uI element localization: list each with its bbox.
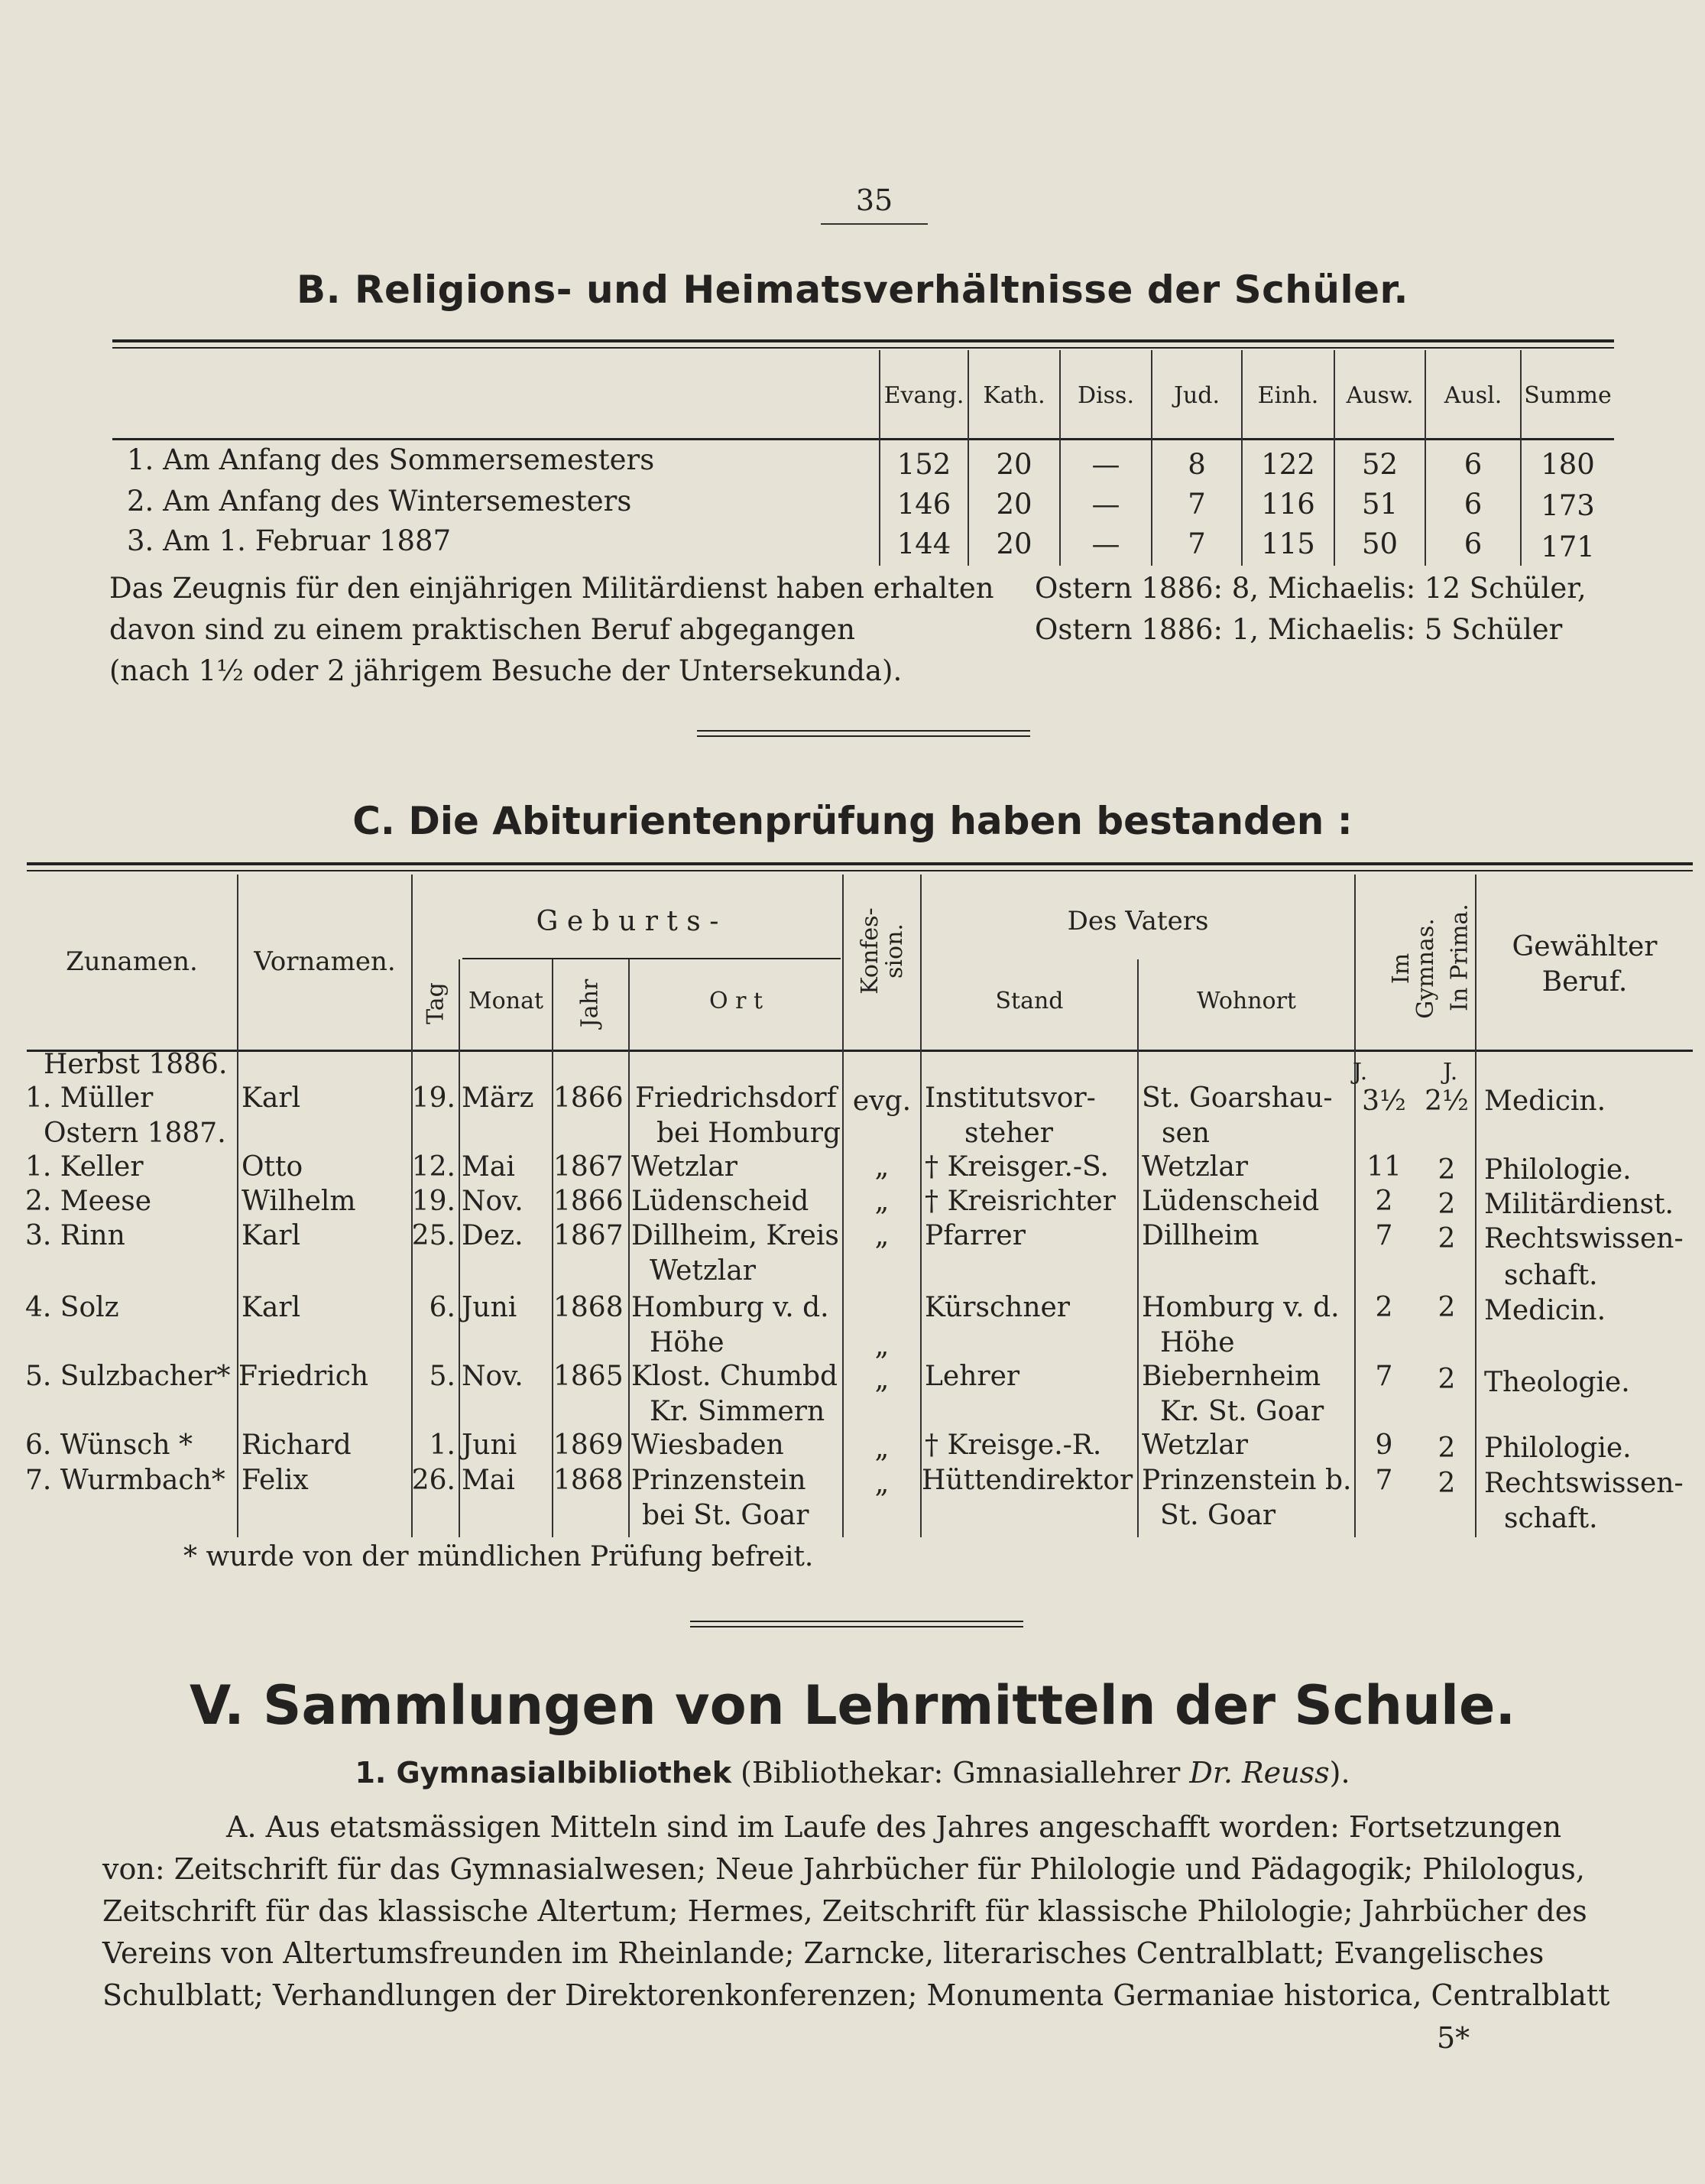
header-tag: Tag [422, 982, 449, 1024]
section-v-subtitle [0, 1756, 1705, 1790]
in-prima: 2 [1438, 1154, 1456, 1186]
table-b-top-rule [112, 339, 1614, 342]
section-c-title: C. Die Abiturientenprüfung haben bestanden : [352, 799, 1353, 843]
in-prima: 2 [1438, 1189, 1456, 1220]
note-line: Ostern 1886: 8, Michaelis: 12 Schüler, [1035, 572, 1587, 605]
table-c-vline [1354, 875, 1356, 1537]
header-im-gymnas: Im Gymnas. [1388, 918, 1439, 1019]
paragraph-line: Zeitschrift für das klassische Altertum; Hermes, Zeitschrift für klassische Philologie; Jahrbücher des [102, 1894, 1587, 1928]
wohnort: Höhe [1160, 1327, 1235, 1358]
table-c-vline [628, 959, 630, 1537]
table-b-row-label: 3. Am 1. Februar 1887 [127, 524, 452, 557]
section-b-title: B. Religions- und Heimatsverhältnisse der Schüler. [296, 268, 1409, 312]
ort: Friedrichsdorf [635, 1082, 837, 1114]
cell: 20 [996, 527, 1032, 560]
header-evang: Evang. [883, 382, 964, 409]
jahr: 1866 [553, 1186, 624, 1217]
vorname: Felix [241, 1465, 309, 1496]
header-zunamen: Zunamen. [66, 946, 198, 977]
beruf: Theologie. [1484, 1367, 1630, 1398]
cell: 6 [1464, 448, 1483, 481]
unit-j: J. [1443, 1059, 1458, 1086]
cell: 122 [1261, 448, 1315, 481]
konfession: „ [874, 1330, 890, 1361]
monat: Nov. [462, 1361, 523, 1392]
table-b-top-rule-thin [112, 347, 1614, 349]
zuname: 3. Rinn [25, 1220, 125, 1251]
jahr: 1865 [553, 1361, 624, 1392]
wohnort: Kr. St. Goar [1160, 1396, 1324, 1427]
group-label-herbst: Herbst 1886. [44, 1049, 228, 1080]
subtitle-text: ). [1329, 1756, 1350, 1790]
section-v-title: V. Sammlungen von Lehrmitteln der Schule. [189, 1674, 1516, 1737]
table-c-sub-rule [462, 958, 841, 959]
beruf: Philologie. [1484, 1433, 1632, 1464]
monat: Juni [462, 1429, 517, 1461]
cell: 152 [896, 448, 951, 481]
beruf: Militärdienst. [1484, 1189, 1674, 1220]
divider [690, 1621, 1023, 1622]
cell: 180 [1541, 448, 1595, 481]
zuname: 5. Sulzbacher* [25, 1361, 231, 1392]
ort: Klost. Chumbd [631, 1361, 838, 1392]
tag: 19. [411, 1186, 455, 1217]
note-line: davon sind zu einem praktischen Beruf abgegangen [109, 613, 855, 646]
vorname: Karl [241, 1292, 301, 1323]
ort: bei St. Goar [642, 1500, 809, 1531]
konfession: „ [874, 1151, 890, 1183]
jahr: 1868 [553, 1292, 624, 1323]
subtitle-bold: 1. Gymnasialbibliothek [355, 1756, 731, 1790]
stand: Kürschner [925, 1292, 1071, 1323]
monat: Nov. [462, 1186, 523, 1217]
page-number: 35 [821, 183, 928, 225]
konfession: „ [874, 1364, 890, 1395]
subtitle-text: (Bibliothekar: Gmnasiallehrer [731, 1756, 1190, 1790]
wohnort: Lüdenscheid [1142, 1186, 1320, 1217]
cell: 146 [896, 488, 951, 521]
stand: † Kreisge.-R. [925, 1429, 1102, 1461]
header-stand: Stand [995, 988, 1064, 1014]
ort: Prinzenstein [631, 1465, 806, 1496]
header-summe: Summe [1524, 382, 1612, 409]
konfession: „ [874, 1468, 890, 1499]
cell: 20 [996, 488, 1032, 521]
cell: 116 [1261, 488, 1315, 521]
table-c-vline [920, 875, 922, 1537]
ort: Kr. Simmern [650, 1396, 825, 1427]
cell: — [1091, 488, 1120, 521]
monat: Juni [462, 1292, 517, 1323]
header-ausl: Ausl. [1444, 382, 1502, 409]
table-b-row-label: 1. Am Anfang des Sommersemesters [127, 443, 655, 476]
table-b-row-label: 2. Am Anfang des Wintersemesters [127, 485, 632, 518]
note-line: Das Zeugnis für den einjährigen Militärdienst haben erhalten [109, 572, 994, 605]
vorname: Richard [241, 1429, 352, 1461]
im-gymnas: 7 [1375, 1361, 1393, 1392]
cell: 50 [1361, 527, 1399, 560]
im-gymnas: 7 [1375, 1465, 1393, 1496]
jahr: 1866 [553, 1082, 624, 1114]
in-prima: 2 [1438, 1292, 1456, 1323]
im-gymnas: 2 [1375, 1186, 1393, 1217]
jahr: 1867 [553, 1151, 624, 1183]
cell: 6 [1464, 488, 1483, 521]
zuname: 1. Müller [25, 1082, 154, 1114]
vorname: Karl [241, 1082, 301, 1114]
in-prima: 2 [1438, 1364, 1456, 1395]
ort: Wetzlar [650, 1255, 756, 1287]
divider [697, 735, 1030, 737]
cell: 51 [1361, 488, 1399, 521]
zuname: 1. Keller [25, 1151, 144, 1183]
beruf: Medicin. [1484, 1086, 1606, 1117]
jahr: 1868 [553, 1465, 624, 1496]
table-c-top-rule-thin [27, 870, 1693, 871]
ort: Dillheim, Kreis [631, 1220, 839, 1251]
header-ausw: Ausw. [1346, 382, 1414, 409]
stand: Pfarrer [925, 1220, 1026, 1251]
in-prima: 2 [1438, 1468, 1456, 1499]
im-gymnas: 11 [1366, 1151, 1402, 1183]
cell: 6 [1464, 527, 1483, 560]
cell: 7 [1188, 488, 1206, 521]
header-jahr: Jahr [576, 978, 604, 1028]
paragraph-line: von: Zeitschrift für das Gymnasialwesen; Neue Jahrbücher für Philologie und Pädagogik; Philologus, [102, 1852, 1585, 1886]
divider [690, 1626, 1023, 1627]
header-beruf: Gewählter Beruf. [1512, 931, 1658, 998]
paragraph-line: Schulblatt; Verhandlungen der Direktorenkonferenzen; Monumenta Germaniae historica, Centralblatt [102, 1978, 1610, 2012]
stand: Hüttendirektor [922, 1465, 1133, 1496]
stand: Institutsvor- [925, 1082, 1096, 1114]
signature-mark: 5* [1437, 2021, 1470, 2055]
header-geburts: G e b u r t s - [536, 906, 719, 937]
tag: 12. [411, 1151, 455, 1183]
konfession: evg. [852, 1086, 912, 1117]
wohnort: Dillheim [1142, 1220, 1259, 1251]
wohnort: St. Goar [1160, 1500, 1276, 1531]
in-prima: 2½ [1425, 1086, 1469, 1117]
konfession: „ [874, 1433, 890, 1464]
table-c-vline [1137, 959, 1139, 1537]
cell: 171 [1541, 531, 1595, 563]
beruf: Medicin. [1484, 1295, 1606, 1326]
table-c-top-rule [27, 862, 1693, 865]
unit-j: J. [1353, 1059, 1368, 1086]
in-prima: 2 [1438, 1223, 1456, 1254]
wohnort: sen [1162, 1118, 1210, 1149]
stand: Lehrer [925, 1361, 1020, 1392]
header-kath: Kath. [983, 382, 1045, 409]
cell: 7 [1188, 527, 1206, 560]
note-line: (nach 1½ oder 2 jährigem Besuche der Untersekunda). [109, 654, 903, 687]
wohnort: Wetzlar [1142, 1429, 1248, 1461]
ort: Homburg v. d. [631, 1292, 829, 1323]
konfession: „ [874, 1220, 890, 1251]
im-gymnas: 2 [1375, 1292, 1393, 1323]
header-in-prima: In Prima. [1446, 904, 1473, 1011]
header-jud: Jud. [1173, 382, 1220, 409]
paragraph-line: A. Aus etatsmässigen Mitteln sind im Laufe des Jahres angeschafft worden: Fortsetzungen [226, 1810, 1562, 1844]
cell: 52 [1361, 448, 1399, 481]
vorname: Friedrich [238, 1361, 369, 1392]
cell: 115 [1261, 527, 1315, 560]
wohnort: Wetzlar [1142, 1151, 1248, 1183]
group-label-ostern: Ostern 1887. [44, 1118, 226, 1149]
header-vornamen: Vornamen. [254, 946, 396, 977]
vorname: Wilhelm [241, 1186, 356, 1217]
tag: 5. [429, 1361, 455, 1392]
header-des-vaters: Des Vaters [1067, 906, 1209, 936]
ort: Höhe [650, 1327, 724, 1358]
wohnort: Prinzenstein b. [1142, 1465, 1352, 1496]
ort: Wetzlar [631, 1151, 737, 1183]
monat: Mai [462, 1151, 515, 1183]
subtitle-italic: Dr. Reuss [1189, 1756, 1330, 1790]
im-gymnas: 9 [1375, 1429, 1393, 1461]
ort: Wiesbaden [631, 1429, 784, 1461]
header-wohnort: Wohnort [1197, 988, 1296, 1014]
zuname: 4. Solz [25, 1292, 119, 1323]
header-diss: Diss. [1078, 382, 1134, 409]
ort: Lüdenscheid [631, 1186, 809, 1217]
zuname: 6. Wünsch * [25, 1429, 193, 1461]
footnote: * wurde von der mündlichen Prüfung befreit. [183, 1541, 814, 1572]
beruf: Rechtswissen- [1484, 1468, 1684, 1499]
table-b-header-rule [112, 438, 1614, 440]
divider [697, 730, 1030, 732]
header-monat: Monat [468, 988, 544, 1014]
in-prima: 2 [1438, 1433, 1456, 1464]
cell: — [1091, 527, 1120, 560]
beruf: schaft. [1504, 1503, 1598, 1534]
stand: † Kreisrichter [925, 1186, 1116, 1217]
monat: Dez. [462, 1220, 523, 1251]
table-c-header-rule [27, 1050, 1693, 1052]
monat: März [462, 1082, 534, 1114]
cell: 8 [1188, 448, 1206, 481]
beruf: Philologie. [1484, 1154, 1632, 1186]
beruf: Rechtswissen- [1484, 1223, 1684, 1254]
cell: 173 [1541, 489, 1595, 522]
jahr: 1867 [553, 1220, 624, 1251]
cell: 144 [896, 527, 951, 560]
table-c-vline [459, 959, 460, 1537]
cell: — [1091, 448, 1120, 481]
note-line: Ostern 1886: 1, Michaelis: 5 Schüler [1035, 613, 1563, 646]
konfession: „ [874, 1186, 890, 1217]
im-gymnas: 3½ [1362, 1086, 1406, 1117]
tag: 25. [411, 1220, 455, 1251]
cell: 20 [996, 448, 1032, 481]
wohnort: Biebernheim [1142, 1361, 1321, 1392]
header-konfession: Konfes- sion. [857, 907, 908, 995]
paragraph-line: Vereins von Altertumsfreunden im Rheinlande; Zarncke, literarisches Centralblatt; Evangelisches [102, 1936, 1545, 1970]
im-gymnas: 7 [1375, 1220, 1393, 1251]
zuname: 7. Wurmbach* [25, 1465, 225, 1496]
tag: 26. [411, 1465, 455, 1496]
stand: † Kreisger.-S. [925, 1151, 1109, 1183]
tag: 6. [429, 1292, 455, 1323]
tag: 1. [429, 1429, 455, 1461]
zuname: 2. Meese [25, 1186, 152, 1217]
beruf: schaft. [1504, 1260, 1598, 1291]
wohnort: Homburg v. d. [1142, 1292, 1340, 1323]
vorname: Karl [241, 1220, 301, 1251]
ort: bei Homburg [656, 1118, 841, 1149]
monat: Mai [462, 1465, 515, 1496]
stand: steher [964, 1118, 1053, 1149]
header-ort: O r t [708, 988, 763, 1014]
jahr: 1869 [553, 1429, 624, 1461]
tag: 19. [411, 1082, 455, 1114]
vorname: Otto [241, 1151, 303, 1183]
wohnort: St. Goarshau- [1142, 1082, 1333, 1114]
header-einh: Einh. [1257, 382, 1319, 409]
